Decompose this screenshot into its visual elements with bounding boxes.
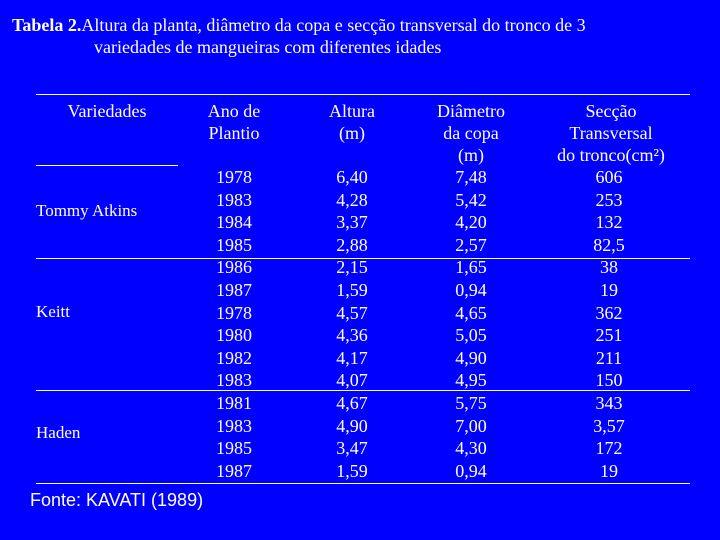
cell-diameter: 4,30: [455, 438, 487, 459]
cell-height: 4,90: [336, 415, 368, 436]
cell-diameter: 7,00: [455, 415, 487, 436]
cell-section: 362: [595, 302, 623, 323]
cell-section: 251: [595, 325, 623, 346]
variety-label-tommy-atkins: Tommy Atkins: [36, 201, 138, 220]
cell-section: 132: [595, 212, 623, 233]
cell-section: 606: [595, 167, 623, 187]
cell-year: 1983: [216, 189, 252, 210]
cell-height: 4,28: [336, 189, 368, 210]
table-title-line1: Altura da planta, diâmetro da copa e secção transversal do tronco de 3: [81, 15, 586, 35]
cell-section: 3,57: [593, 415, 625, 436]
cell-section: 150: [595, 370, 623, 391]
cell-section: 19: [600, 460, 618, 481]
cell-height: 2,88: [336, 234, 368, 255]
cell-diameter: 4,95: [455, 370, 487, 391]
cell-diameter: 2,57: [455, 234, 487, 255]
cell-diameter: 0,94: [455, 279, 487, 300]
cell-diameter: 4,65: [455, 302, 487, 323]
cell-year: 1983: [216, 370, 252, 391]
header-diameter-line1: Diâmetro: [437, 101, 505, 121]
cell-year: 1978: [216, 302, 252, 323]
cell-year: 1978: [216, 167, 252, 187]
column-height: [310, 166, 394, 482]
header-year-line2: Plantio: [208, 123, 260, 143]
header-year: [188, 100, 280, 144]
variety-label-haden: Haden: [36, 423, 81, 442]
header-diameter-line3: (m): [458, 145, 484, 165]
cell-height: 4,36: [336, 325, 368, 346]
cell-section: 19: [600, 279, 618, 300]
cell-height: 4,17: [336, 347, 368, 368]
cell-section: 38: [600, 257, 618, 278]
cell-section: 172: [595, 438, 623, 459]
column-year: [188, 166, 280, 482]
header-variety: [36, 100, 178, 122]
cell-year: 1983: [216, 415, 252, 436]
header-rule-variety: [36, 165, 178, 166]
table-title-label: Tabela 2.: [12, 15, 82, 35]
cell-year: 1985: [216, 438, 252, 459]
header-section-line2: Transversal: [569, 123, 653, 143]
cell-section: 253: [595, 189, 623, 210]
header-height-line2: (m): [339, 123, 365, 143]
column-section: [552, 166, 666, 482]
header-height-line1: Altura: [329, 101, 375, 121]
cell-year: 1980: [216, 325, 252, 346]
cell-height: 4,07: [336, 370, 368, 391]
cell-diameter: 7,48: [455, 167, 487, 187]
cell-section: 343: [595, 392, 623, 413]
cell-year: 1985: [216, 234, 252, 255]
cell-height: 3,47: [336, 438, 368, 459]
cell-diameter: 0,94: [455, 460, 487, 481]
header-year-line1: Ano de: [207, 101, 261, 121]
table-title: [12, 14, 712, 58]
variety-label-keitt: Keitt: [36, 302, 70, 321]
cell-year: 1987: [216, 460, 252, 481]
header-section-line3: do tronco(cm²): [557, 145, 665, 165]
column-diameter: [418, 166, 524, 482]
header-diameter: [418, 100, 524, 166]
cell-height: 4,57: [336, 302, 368, 323]
bottom-rule: [36, 483, 690, 484]
cell-section: 211: [595, 347, 623, 368]
header-section-line1: Secção: [585, 101, 637, 121]
header-variety-label: Variedades: [67, 101, 147, 121]
table-title-line2: variedades de mangueiras com diferentes idades: [94, 37, 442, 57]
header-diameter-line2: da copa: [443, 123, 499, 143]
cell-diameter: 5,05: [455, 325, 487, 346]
cell-height: 1,59: [336, 279, 368, 300]
cell-diameter: 5,42: [455, 189, 487, 210]
cell-section: 82,5: [593, 234, 625, 255]
source-citation: Fonte: KAVATI (1989): [30, 490, 204, 510]
cell-diameter: 4,90: [455, 347, 487, 368]
cell-diameter: 4,20: [455, 212, 487, 233]
cell-year: 1984: [216, 212, 252, 233]
header-height: [310, 100, 394, 144]
cell-year: 1986: [216, 257, 252, 278]
cell-year: 1982: [216, 347, 252, 368]
cell-height: 6,40: [336, 167, 368, 187]
cell-diameter: 1,65: [455, 257, 487, 278]
cell-diameter: 5,75: [455, 392, 487, 413]
cell-height: 3,37: [336, 212, 368, 233]
top-rule: [36, 94, 690, 95]
header-section: [532, 100, 690, 166]
cell-year: 1981: [216, 392, 252, 413]
cell-year: 1987: [216, 279, 252, 300]
cell-height: 1,59: [336, 460, 368, 481]
cell-height: 2,15: [336, 257, 368, 278]
cell-height: 4,67: [336, 392, 368, 413]
